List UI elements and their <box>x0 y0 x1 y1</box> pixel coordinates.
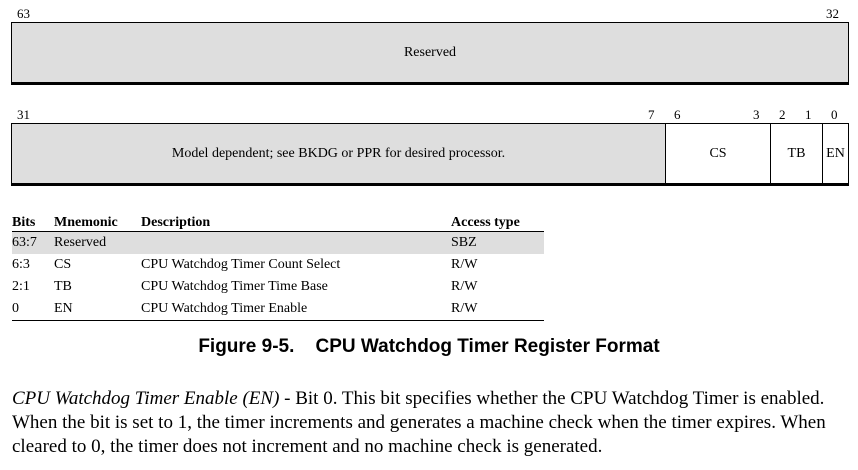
paragraph-term: CPU Watchdog Timer Enable (EN) <box>12 388 280 409</box>
bit-label-31: 31 <box>17 107 30 122</box>
cell-mnemonic: TB <box>54 279 72 294</box>
cell-bits: 63:7 <box>12 232 54 255</box>
header-bits: Bits <box>12 211 54 232</box>
cell-description: CPU Watchdog Timer Enable <box>141 298 451 321</box>
cell-bits: 2:1 <box>12 279 30 294</box>
bit-label-3: 3 <box>753 107 760 122</box>
header-mnemonic: Mnemonic <box>54 211 141 232</box>
cell-access: R/W <box>451 257 478 272</box>
field-definition-table <box>12 211 544 321</box>
field-model-dependent: Model dependent; see BKDG or PPR for desired processor. <box>12 124 665 183</box>
field-en: EN <box>822 124 848 183</box>
table-row <box>12 276 544 298</box>
description-paragraph <box>12 387 852 459</box>
lower-register-box <box>11 123 849 186</box>
cell-description: CPU Watchdog Timer Time Base <box>141 279 328 294</box>
field-cs: CS <box>665 124 770 183</box>
cell-mnemonic: EN <box>54 298 141 321</box>
field-reserved-upper: Reserved <box>403 44 457 60</box>
cell-access: SBZ <box>451 232 544 255</box>
cell-mnemonic: Reserved <box>54 232 141 255</box>
bit-label-7: 7 <box>648 107 655 122</box>
cell-access: R/W <box>451 298 544 321</box>
bit-label-2: 2 <box>779 107 786 122</box>
upper-register-box <box>11 22 849 85</box>
bit-label-0: 0 <box>831 107 838 122</box>
cell-mnemonic: CS <box>54 257 72 272</box>
header-description: Description <box>141 211 451 232</box>
cell-bits: 6:3 <box>12 257 30 272</box>
bit-label-1: 1 <box>805 107 812 122</box>
bit-label-32: 32 <box>826 6 839 21</box>
cell-description: CPU Watchdog Timer Count Select <box>141 257 341 272</box>
paragraph-body: - Bit 0. This bit specifies whether the CPU Watchdog Timer is enabled. When the bit is set to 1, the timer increments and generates a machine check when the timer expires. When cleared to 0, the timer does not increment and no machine check is generated. <box>12 388 826 457</box>
field-tb: TB <box>770 124 822 183</box>
table-row <box>12 254 544 276</box>
table-header-row <box>12 211 544 232</box>
bit-label-6: 6 <box>674 107 681 122</box>
bit-label-63: 63 <box>17 6 30 21</box>
table-row <box>12 298 544 321</box>
cell-description <box>141 232 451 255</box>
cell-bits: 0 <box>12 298 54 321</box>
header-access-type: Access type <box>451 211 544 232</box>
figure-caption: Figure 9-5. CPU Watchdog Timer Register Format <box>198 336 660 357</box>
cell-access: R/W <box>451 279 478 294</box>
table-row <box>12 232 544 255</box>
